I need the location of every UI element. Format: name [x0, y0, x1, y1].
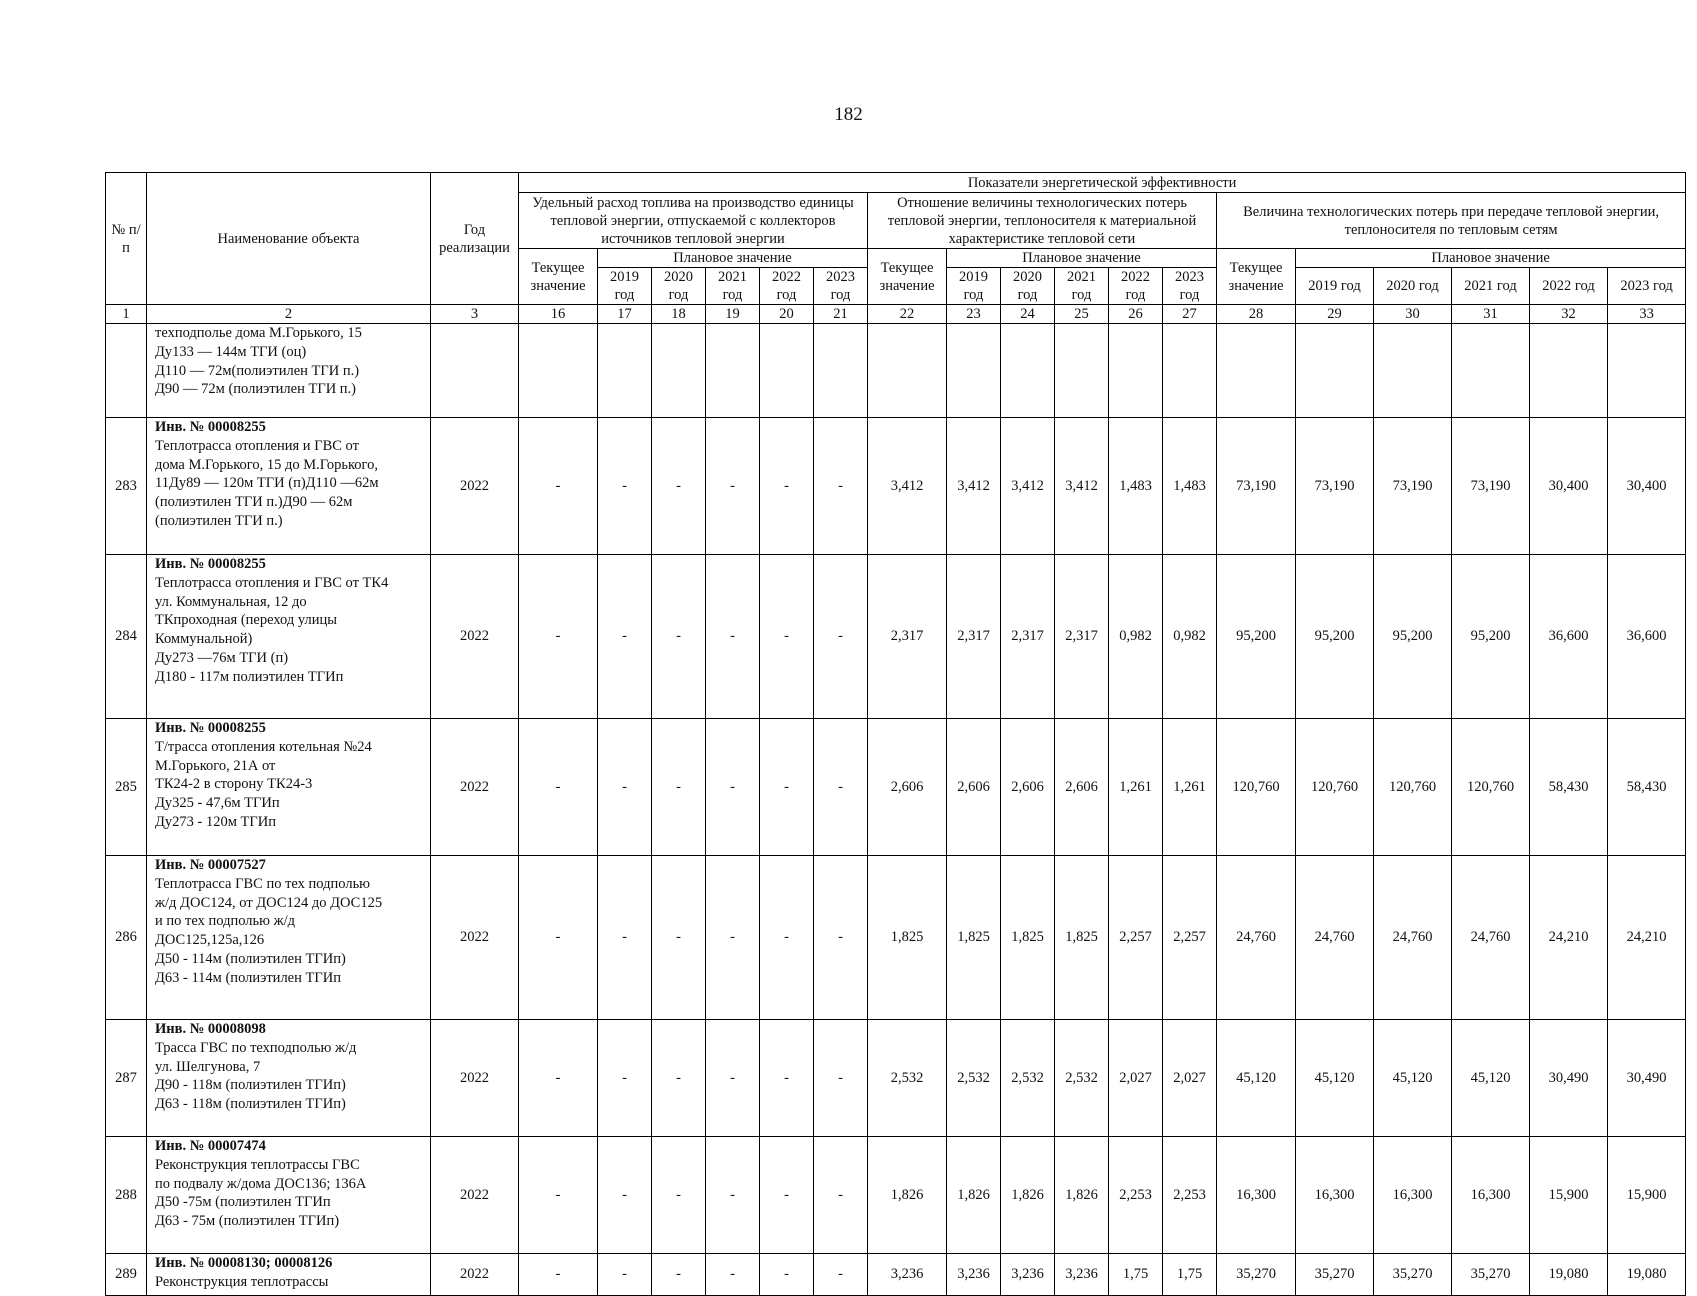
implementation-year: 2022 [431, 1020, 519, 1137]
header-object-name: Наименование объекта [147, 173, 431, 305]
object-description-line: Д63 - 118м (полиэтилен ТГИп) [155, 1096, 346, 1113]
value-cell: 0,982 [1163, 555, 1217, 719]
value-cell: - [652, 1020, 706, 1137]
value-cell: - [652, 1254, 706, 1296]
table-row [106, 418, 1686, 555]
inventory-number: Инв. № 00008255 [155, 720, 266, 736]
value-cell: 2,532 [947, 1020, 1001, 1137]
implementation-year: 2022 [431, 1137, 519, 1254]
object-description-line: Ду273 —76м ТГИ (п) [155, 649, 289, 666]
column-index-cell: 21 [814, 305, 868, 324]
value-cell: - [814, 719, 868, 856]
header-planned-ratio: Плановое значение [947, 249, 1217, 268]
value-cell: 2,317 [1055, 555, 1109, 719]
header-year-loss: 2022 год [1530, 268, 1608, 305]
header-planned-loss: Плановое значение [1296, 249, 1686, 268]
value-cell: - [706, 1254, 760, 1296]
value-cell: 24,760 [1374, 856, 1452, 1020]
value-cell: 35,270 [1374, 1254, 1452, 1296]
table-row [106, 324, 1686, 418]
value-cell: - [652, 555, 706, 719]
object-description-line: Теплотрасса ГВС по тех подполью [155, 875, 371, 892]
implementation-year: 2022 [431, 719, 519, 856]
value-cell: - [814, 555, 868, 719]
object-description-line: Д90 — 72м (полиэтилен ТГИ п.) [155, 381, 357, 398]
value-cell: 1,826 [1055, 1137, 1109, 1254]
column-index-cell: 28 [1217, 305, 1296, 324]
value-cell: - [519, 856, 598, 1020]
table-row [106, 555, 1686, 719]
value-cell: 45,120 [1217, 1020, 1296, 1137]
row-number: 289 [106, 1254, 147, 1296]
value-cell [652, 324, 706, 418]
implementation-year: 2022 [431, 1254, 519, 1296]
object-description-line: ДОС125,125а,126 [155, 932, 265, 949]
table-row [106, 856, 1686, 1020]
header-fuel-consumption: Удельный расход топлива на производство единицы тепловой энергии, отпускаемой с коллекторов источников тепловой энергии [519, 193, 868, 249]
value-cell: - [598, 418, 652, 555]
value-cell: 3,236 [1055, 1254, 1109, 1296]
value-cell: 2,606 [868, 719, 947, 856]
object-description-line: Теплотрасса отопления и ГВС от ТК4 [155, 574, 389, 591]
value-cell: - [519, 418, 598, 555]
page-number: 182 [834, 104, 863, 125]
value-cell: 95,200 [1217, 555, 1296, 719]
value-cell: 15,900 [1608, 1137, 1686, 1254]
inventory-number: Инв. № 00008255 [155, 556, 266, 572]
value-cell: 30,490 [1530, 1020, 1608, 1137]
inventory-number: Инв. № 00007474 [155, 1138, 266, 1154]
value-cell: - [760, 719, 814, 856]
header-current-fuel: Текущее значение [519, 249, 598, 305]
value-cell: 3,412 [1055, 418, 1109, 555]
table-row [106, 1137, 1686, 1254]
column-index-cell: 26 [1109, 305, 1163, 324]
column-index-cell: 32 [1530, 305, 1608, 324]
header-loss-ratio: Отношение величины технологических потерь тепловой энергии, теплоносителя к материальной характеристике тепловой сети [868, 193, 1217, 249]
object-description-line: Д50 - 114м (полиэтилен ТГИп) [155, 950, 346, 967]
value-cell [1374, 324, 1452, 418]
value-cell: 2,257 [1109, 856, 1163, 1020]
value-cell: - [814, 1254, 868, 1296]
value-cell: - [814, 1020, 868, 1137]
header-year-loss: 2023 год [1608, 268, 1686, 305]
value-cell: 24,760 [1217, 856, 1296, 1020]
value-cell [519, 324, 598, 418]
value-cell: 1,826 [947, 1137, 1001, 1254]
value-cell: 24,210 [1530, 856, 1608, 1020]
value-cell: 16,300 [1452, 1137, 1530, 1254]
object-description-line: Ду325 - 47,6м ТГИп [155, 795, 280, 812]
value-cell: 1,825 [1001, 856, 1055, 1020]
value-cell: 58,430 [1608, 719, 1686, 856]
object-description-line: ул. Шелгунова, 7 [155, 1058, 261, 1075]
value-cell: - [598, 719, 652, 856]
value-cell: 120,760 [1296, 719, 1374, 856]
inventory-number: Инв. № 00008098 [155, 1021, 266, 1037]
value-cell: 120,760 [1374, 719, 1452, 856]
inventory-number: Инв. № 00008130; 00008126 [155, 1255, 333, 1271]
value-cell: - [598, 1020, 652, 1137]
object-description-line: и по тех подполью ж/д [155, 913, 295, 930]
value-cell: 73,190 [1217, 418, 1296, 555]
value-cell: 16,300 [1296, 1137, 1374, 1254]
value-cell: 95,200 [1296, 555, 1374, 719]
value-cell: 2,532 [1055, 1020, 1109, 1137]
value-cell: - [760, 418, 814, 555]
value-cell: 2,027 [1109, 1020, 1163, 1137]
value-cell [1296, 324, 1374, 418]
object-name [147, 324, 431, 418]
implementation-year: 2022 [431, 555, 519, 719]
header-year-loss: 2020 год [1374, 268, 1452, 305]
value-cell: - [519, 719, 598, 856]
value-cell: 1,261 [1163, 719, 1217, 856]
column-index-cell: 24 [1001, 305, 1055, 324]
value-cell: 1,75 [1109, 1254, 1163, 1296]
value-cell: 16,300 [1374, 1137, 1452, 1254]
header-year-ratio: 2019 год [947, 268, 1001, 305]
value-cell: - [598, 856, 652, 1020]
column-index-cell: 18 [652, 305, 706, 324]
value-cell: - [706, 1020, 760, 1137]
object-name [147, 1254, 431, 1296]
column-index-cell: 20 [760, 305, 814, 324]
header-year-loss: 2021 год [1452, 268, 1530, 305]
header-year-ratio: 2020 год [1001, 268, 1055, 305]
value-cell: - [598, 1137, 652, 1254]
header-planned-fuel: Плановое значение [598, 249, 868, 268]
value-cell: - [652, 719, 706, 856]
column-index-cell: 30 [1374, 305, 1452, 324]
value-cell: 36,600 [1608, 555, 1686, 719]
column-index-cell: 25 [1055, 305, 1109, 324]
object-description-line: Реконструкция теплотрассы ГВС [155, 1156, 360, 1173]
object-description-line: Д63 - 75м (полиэтилен ТГИп) [155, 1213, 340, 1230]
object-description-line: ТК24-2 в сторону ТК24-3 [155, 776, 313, 793]
value-cell [1001, 324, 1055, 418]
header-year-fuel: 2021 год [706, 268, 760, 305]
object-description-line: ул. Коммунальная, 12 до [155, 593, 307, 610]
value-cell: - [760, 1137, 814, 1254]
value-cell: 35,270 [1296, 1254, 1374, 1296]
value-cell: - [706, 418, 760, 555]
value-cell: - [652, 418, 706, 555]
value-cell: 58,430 [1530, 719, 1608, 856]
value-cell [947, 324, 1001, 418]
value-cell: 30,490 [1608, 1020, 1686, 1137]
row-number: 288 [106, 1137, 147, 1254]
object-description-line: по подвалу ж/дома ДОС136; 136А [155, 1175, 367, 1192]
object-description-line: Реконструкция теплотрассы [155, 1273, 329, 1290]
value-cell: - [760, 1254, 814, 1296]
object-name [147, 1020, 431, 1137]
value-cell: - [706, 856, 760, 1020]
object-description-line: Д110 — 72м(полиэтилен ТГИ п.) [155, 362, 360, 379]
column-index-cell: 33 [1608, 305, 1686, 324]
table-row [106, 1254, 1686, 1296]
value-cell: 1,825 [947, 856, 1001, 1020]
value-cell: - [814, 1137, 868, 1254]
value-cell: 1,75 [1163, 1254, 1217, 1296]
header-current-loss: Текущее значение [1217, 249, 1296, 305]
object-description-line: дома М.Горького, 15 до М.Горького, [155, 456, 379, 473]
value-cell: 3,236 [1001, 1254, 1055, 1296]
value-cell: 45,120 [1452, 1020, 1530, 1137]
value-cell: 1,826 [868, 1137, 947, 1254]
value-cell: - [706, 1137, 760, 1254]
value-cell: 95,200 [1452, 555, 1530, 719]
column-index-cell: 31 [1452, 305, 1530, 324]
object-description-line: ТКпроходная (переход улицы [155, 612, 337, 629]
value-cell [1055, 324, 1109, 418]
header-year-ratio: 2022 год [1109, 268, 1163, 305]
value-cell: 2,532 [868, 1020, 947, 1137]
object-description-line: Т/трасса отопления котельная №24 [155, 738, 372, 755]
header-year-fuel: 2022 год [760, 268, 814, 305]
value-cell: 2,027 [1163, 1020, 1217, 1137]
column-index-cell: 3 [431, 305, 519, 324]
value-cell: - [706, 719, 760, 856]
value-cell: 30,400 [1530, 418, 1608, 555]
value-cell: 2,606 [1055, 719, 1109, 856]
row-number: 283 [106, 418, 147, 555]
value-cell: 1,825 [1055, 856, 1109, 1020]
header-year-fuel: 2023 год [814, 268, 868, 305]
value-cell: 3,412 [868, 418, 947, 555]
value-cell: 35,270 [1452, 1254, 1530, 1296]
value-cell: 1,826 [1001, 1137, 1055, 1254]
object-name [147, 555, 431, 719]
value-cell: 2,606 [1001, 719, 1055, 856]
value-cell: - [519, 555, 598, 719]
value-cell [760, 324, 814, 418]
header-year-fuel: 2020 год [652, 268, 706, 305]
object-description-line: Д50 -75м (полиэтилен ТГИп [155, 1194, 331, 1211]
value-cell: - [519, 1254, 598, 1296]
object-name [147, 1137, 431, 1254]
value-cell: 95,200 [1374, 555, 1452, 719]
object-description-line: Ду133 — 144м ТГИ (оц) [155, 343, 307, 360]
value-cell: - [760, 856, 814, 1020]
header-year-fuel: 2019 год [598, 268, 652, 305]
inventory-number: Инв. № 00008255 [155, 419, 266, 435]
header-tech-losses: Величина технологических потерь при передаче тепловой энергии, теплоносителя по тепловым сетям [1217, 193, 1686, 249]
value-cell: 45,120 [1374, 1020, 1452, 1137]
value-cell: 73,190 [1452, 418, 1530, 555]
value-cell [814, 324, 868, 418]
value-cell: 2,253 [1163, 1137, 1217, 1254]
object-description-line: Д63 - 114м (полиэтилен ТГИп [155, 969, 341, 986]
header-energy-efficiency: Показатели энергетической эффективности [519, 173, 1686, 193]
value-cell: - [519, 1020, 598, 1137]
object-name [147, 418, 431, 555]
value-cell: - [652, 856, 706, 1020]
value-cell: 3,412 [947, 418, 1001, 555]
value-cell: 16,300 [1217, 1137, 1296, 1254]
column-index-cell: 1 [106, 305, 147, 324]
header-year: Год реализации [431, 173, 519, 305]
value-cell: 19,080 [1530, 1254, 1608, 1296]
value-cell: - [814, 418, 868, 555]
object-name [147, 719, 431, 856]
value-cell [1217, 324, 1296, 418]
object-description-line: Д90 - 118м (полиэтилен ТГИп) [155, 1077, 346, 1094]
value-cell: 3,412 [1001, 418, 1055, 555]
header-current-ratio: Текущее значение [868, 249, 947, 305]
value-cell: - [598, 1254, 652, 1296]
value-cell: - [652, 1137, 706, 1254]
header-num: № п/п [106, 173, 147, 305]
value-cell: 120,760 [1452, 719, 1530, 856]
value-cell [868, 324, 947, 418]
value-cell [1452, 324, 1530, 418]
object-description-line: 11Ду89 — 120м ТГИ (п)Д110 —62м [155, 475, 379, 492]
table-row [106, 719, 1686, 856]
header-year-ratio: 2023 год [1163, 268, 1217, 305]
value-cell: 2,532 [1001, 1020, 1055, 1137]
value-cell: - [760, 555, 814, 719]
object-name [147, 856, 431, 1020]
value-cell: - [706, 555, 760, 719]
value-cell: - [760, 1020, 814, 1137]
column-index-cell: 23 [947, 305, 1001, 324]
value-cell: 1,483 [1109, 418, 1163, 555]
header-year-loss: 2019 год [1296, 268, 1374, 305]
implementation-year: 2022 [431, 856, 519, 1020]
column-index-cell: 29 [1296, 305, 1374, 324]
value-cell: 19,080 [1608, 1254, 1686, 1296]
value-cell: 0,982 [1109, 555, 1163, 719]
value-cell: 73,190 [1296, 418, 1374, 555]
object-description-line: (полиэтилен ТГИ п.)Д90 — 62м [155, 494, 353, 511]
value-cell: 1,261 [1109, 719, 1163, 856]
object-description-line: М.Горького, 21А от [155, 757, 276, 774]
value-cell: 2,317 [947, 555, 1001, 719]
value-cell: 120,760 [1217, 719, 1296, 856]
column-index-cell: 2 [147, 305, 431, 324]
implementation-year: 2022 [431, 418, 519, 555]
energy-efficiency-table [105, 172, 1686, 1296]
row-number: 284 [106, 555, 147, 719]
implementation-year [431, 324, 519, 418]
row-number: 287 [106, 1020, 147, 1137]
value-cell: 1,483 [1163, 418, 1217, 555]
object-description-line: Трасса ГВС по техподполью ж/д [155, 1039, 357, 1056]
column-index-cell: 27 [1163, 305, 1217, 324]
value-cell: - [519, 1137, 598, 1254]
row-number: 285 [106, 719, 147, 856]
value-cell: 2,257 [1163, 856, 1217, 1020]
value-cell [598, 324, 652, 418]
value-cell: 24,760 [1452, 856, 1530, 1020]
object-description-line: ж/д ДОС124, от ДОС124 до ДОС125 [155, 894, 383, 911]
object-description-line: Коммунальной) [155, 631, 253, 648]
value-cell [706, 324, 760, 418]
row-number: 286 [106, 856, 147, 1020]
value-cell [1109, 324, 1163, 418]
object-description-line: (полиэтилен ТГИ п.) [155, 512, 283, 529]
column-index-cell: 17 [598, 305, 652, 324]
value-cell [1530, 324, 1608, 418]
value-cell: 2,606 [947, 719, 1001, 856]
value-cell [1163, 324, 1217, 418]
column-index-cell: 16 [519, 305, 598, 324]
value-cell: 3,236 [947, 1254, 1001, 1296]
value-cell: 24,760 [1296, 856, 1374, 1020]
value-cell: 2,317 [1001, 555, 1055, 719]
value-cell: 1,825 [868, 856, 947, 1020]
value-cell: 2,253 [1109, 1137, 1163, 1254]
value-cell: 24,210 [1608, 856, 1686, 1020]
value-cell: 15,900 [1530, 1137, 1608, 1254]
value-cell: - [598, 555, 652, 719]
value-cell: - [814, 856, 868, 1020]
value-cell [1608, 324, 1686, 418]
table-row [106, 1020, 1686, 1137]
inventory-number: Инв. № 00007527 [155, 857, 266, 873]
header-year-ratio: 2021 год [1055, 268, 1109, 305]
value-cell: 2,317 [868, 555, 947, 719]
value-cell: 36,600 [1530, 555, 1608, 719]
object-description-line: Ду273 - 120м ТГИп [155, 813, 276, 830]
object-description-line: техподполье дома М.Горького, 15 [155, 325, 362, 341]
value-cell: 35,270 [1217, 1254, 1296, 1296]
value-cell: 3,236 [868, 1254, 947, 1296]
value-cell: 30,400 [1608, 418, 1686, 555]
row-number [106, 324, 147, 418]
value-cell: 45,120 [1296, 1020, 1374, 1137]
column-index-cell: 19 [706, 305, 760, 324]
column-index-cell: 22 [868, 305, 947, 324]
object-description-line: Д180 - 117м полиэтилен ТГИп [155, 668, 344, 685]
value-cell: 73,190 [1374, 418, 1452, 555]
object-description-line: Теплотрасса отопления и ГВС от [155, 437, 359, 454]
